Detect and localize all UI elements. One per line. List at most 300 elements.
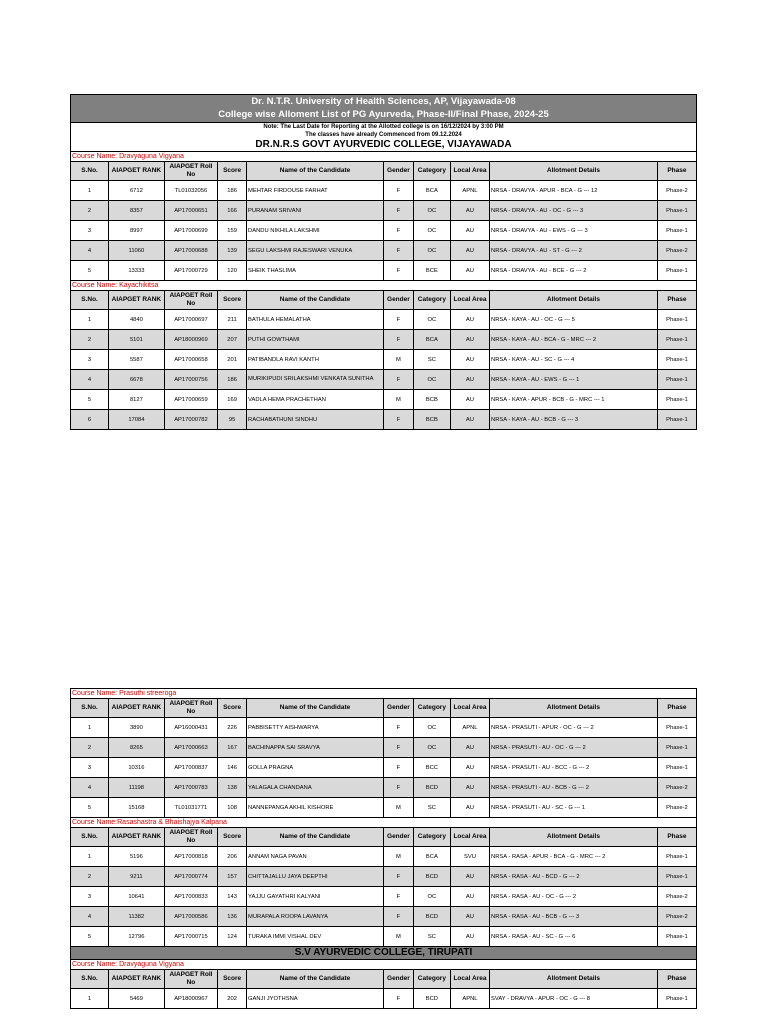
cell-phase: Phase-1 [657,221,696,241]
table-row [71,798,697,818]
cell-name: NANNEPANGA AKHIL KISHORE [247,798,384,818]
cell-score: 186 [218,181,247,201]
cell-gender: F [383,907,413,927]
column-header-name: Name of the Candidate [247,162,384,181]
cell-gender: F [383,370,413,390]
cell-name: YAJJU GAYATHRI KALYANI [247,887,384,907]
cell-sno: 1 [71,718,109,738]
cell-category: BCB [413,390,450,410]
cell-local-area: AU [450,261,489,281]
table-row [71,907,697,927]
cell-score: 211 [218,310,247,330]
cell-local-area: AU [450,867,489,887]
cell-allotment: NRSA - PRASUTI - AU - BCC - G --- 2 [490,758,658,778]
cell-rank: 8127 [109,390,165,410]
cell-score: 124 [218,927,247,947]
column-header-name: Name of the Candidate [247,699,384,718]
cell-name: PURANAM SRIVANI [247,201,384,221]
cell-name: SHEIK THASLIMA [247,261,384,281]
cell-phase: Phase-1 [657,410,696,430]
cell-rank: 5587 [109,350,165,370]
cell-allotment: NRSA - PRASUTI - APUR - OC - G --- 2 [490,718,658,738]
cell-sno: 1 [71,847,109,867]
cell-phase: Phase-1 [657,201,696,221]
column-header-rank: AIAPGET RANK [109,970,165,989]
cell-sno: 3 [71,350,109,370]
cell-local-area: APNL [450,989,489,1009]
cell-roll-no: AP17000715 [164,927,218,947]
cell-roll-no: AP17000586 [164,907,218,927]
cell-phase: Phase-1 [657,758,696,778]
cell-gender: F [383,310,413,330]
allotment-table-5 [70,969,697,1009]
cell-score: 139 [218,241,247,261]
column-header-gender: Gender [383,291,413,310]
cell-sno: 3 [71,221,109,241]
cell-gender: M [383,390,413,410]
cell-allotment: NRSA - RASA - AU - BCD - G --- 2 [490,867,658,887]
cell-score: 226 [218,718,247,738]
cell-gender: F [383,758,413,778]
cell-name: MURIKIPUDI SRILAKSHMI VENKATA SUNITHA [247,370,384,390]
column-header-category: Category [413,970,450,989]
cell-rank: 12796 [109,927,165,947]
table-row [71,370,697,390]
cell-rank: 6712 [109,181,165,201]
cell-rank: 11198 [109,778,165,798]
cell-rank: 11060 [109,241,165,261]
cell-allotment: NRSA - KAYA - AU - EWS - G --- 1 [490,370,658,390]
document-header [70,94,697,123]
cell-sno: 2 [71,867,109,887]
cell-allotment: NRSA - RASA - AU - OC - G --- 2 [490,887,658,907]
cell-phase: Phase-1 [657,867,696,887]
cell-rank: 5101 [109,330,165,350]
cell-sno: 1 [71,310,109,330]
cell-gender: M [383,350,413,370]
column-header-sno: S.No. [71,291,109,310]
cell-sno: 5 [71,798,109,818]
cell-roll-no: AP17000663 [164,738,218,758]
cell-category: BCA [413,181,450,201]
cell-sno: 1 [71,181,109,201]
cell-phase: Phase-2 [657,241,696,261]
cell-gender: F [383,221,413,241]
cell-category: BCC [413,758,450,778]
cell-roll-no: AP18000967 [164,989,218,1009]
cell-category: BCD [413,907,450,927]
cell-category: BCA [413,330,450,350]
table-row [71,867,697,887]
column-header-sno: S.No. [71,828,109,847]
column-header-score: Score [218,699,247,718]
cell-name: GOLLA PRAGNA [247,758,384,778]
cell-roll-no: AP17000697 [164,310,218,330]
table-header-row [71,291,697,310]
column-header-allotment: Allotment Details [490,970,658,989]
table-row [71,989,697,1009]
cell-rank: 3890 [109,718,165,738]
cell-roll-no: AP17000729 [164,261,218,281]
cell-allotment: NRSA - KAYA - AU - BCB - G --- 3 [490,410,658,430]
cell-allotment: NRSA - RASA - AU - SC - G --- 6 [490,927,658,947]
cell-allotment: NRSA - KAYA - AU - SC - G --- 4 [490,350,658,370]
cell-rank: 4840 [109,310,165,330]
cell-local-area: AU [450,410,489,430]
cell-gender: F [383,989,413,1009]
column-header-local-area: Local Area [450,162,489,181]
cell-category: OC [413,201,450,221]
page-2-block [70,688,697,1009]
column-header-category: Category [413,162,450,181]
column-header-allotment: Allotment Details [490,162,658,181]
table-header-row [71,699,697,718]
cell-local-area: AU [450,798,489,818]
cell-gender: F [383,738,413,758]
cell-gender: F [383,330,413,350]
table-row [71,201,697,221]
cell-gender: M [383,798,413,818]
cell-category: OC [413,241,450,261]
cell-phase: Phase-2 [657,887,696,907]
cell-local-area: APNL [450,181,489,201]
cell-allotment: NRSA - DRAVYA - AU - ST - G --- 2 [490,241,658,261]
cell-local-area: AU [450,738,489,758]
cell-score: 207 [218,330,247,350]
table-row [71,330,697,350]
note-line-2: The classes have already Commenced from 09.12.2024 [305,131,462,138]
cell-sno: 4 [71,778,109,798]
table-row [71,261,697,281]
cell-score: 186 [218,370,247,390]
cell-category: OC [413,738,450,758]
cell-category: OC [413,887,450,907]
column-header-roll-no: AIAPGET Roll No [164,828,218,847]
cell-rank: 10641 [109,887,165,907]
cell-rank: 6678 [109,370,165,390]
course-name-5: Course Name: Dravyaguna Vigyana [70,960,697,969]
cell-name: PABBISETTY AISHWARYA [247,718,384,738]
cell-name: MEHTAR FIRDOUSE FARHAT [247,181,384,201]
column-header-allotment: Allotment Details [490,699,658,718]
table-row [71,350,697,370]
cell-gender: F [383,778,413,798]
table-row [71,778,697,798]
column-header-allotment: Allotment Details [490,291,658,310]
cell-roll-no: TL01032056 [164,181,218,201]
course-name-4: Course Name:Rasashastra & Bhaishajya Kalpana [70,818,697,827]
column-header-phase: Phase [657,291,696,310]
cell-category: BCD [413,778,450,798]
cell-roll-no: AP17000782 [164,410,218,430]
cell-phase: Phase-1 [657,261,696,281]
cell-category: BCD [413,989,450,1009]
column-header-roll-no: AIAPGET Roll No [164,291,218,310]
cell-category: BCA [413,847,450,867]
cell-roll-no: AP17000818 [164,847,218,867]
column-header-score: Score [218,162,247,181]
cell-category: BCE [413,261,450,281]
column-header-category: Category [413,699,450,718]
column-header-local-area: Local Area [450,828,489,847]
cell-phase: Phase-1 [657,738,696,758]
cell-phase: Phase-2 [657,907,696,927]
column-header-gender: Gender [383,699,413,718]
table-row [71,927,697,947]
table-row [71,410,697,430]
cell-local-area: AU [450,241,489,261]
allotment-table-4 [70,827,697,947]
allotment-table-3 [70,698,697,818]
cell-roll-no: AP17000659 [164,390,218,410]
cell-rank: 8265 [109,738,165,758]
cell-gender: F [383,867,413,887]
cell-score: 206 [218,847,247,867]
list-title: College wise Alloment List of PG Ayurveda, Phase-II/Final Phase, 2024-25 [218,109,549,120]
cell-rank: 8997 [109,221,165,241]
cell-allotment: NRSA - KAYA - APUR - BCB - G - MRC --- 1 [490,390,658,410]
cell-sno: 5 [71,927,109,947]
cell-roll-no: AP17000833 [164,887,218,907]
cell-name: CHITTAJALLU JAYA DEEPTHI [247,867,384,887]
cell-allotment: NRSA - PRASUTI - AU - SC - G --- 1 [490,798,658,818]
cell-name: GANJI JYOTHSNA [247,989,384,1009]
cell-phase: Phase-1 [657,330,696,350]
column-header-name: Name of the Candidate [247,828,384,847]
cell-local-area: AU [450,390,489,410]
cell-local-area: AU [450,330,489,350]
cell-name: ANNAM NAGA PAVAN [247,847,384,867]
cell-roll-no: TL01031771 [164,798,218,818]
cell-score: 95 [218,410,247,430]
cell-allotment: NRSA - RASA - AU - BCB - G --- 3 [490,907,658,927]
column-header-name: Name of the Candidate [247,291,384,310]
table-row [71,241,697,261]
cell-roll-no: AP17000837 [164,758,218,778]
cell-local-area: AU [450,907,489,927]
cell-roll-no: AP17000699 [164,221,218,241]
cell-local-area: AU [450,201,489,221]
cell-name: MURAPALA ROOPA LAVANYA [247,907,384,927]
cell-name: RACHABATHUNI SINDHU [247,410,384,430]
cell-phase: Phase-2 [657,181,696,201]
table-row [71,718,697,738]
college-name-2: S.V AYURVEDIC COLLEGE, TIRUPATI [70,947,697,960]
column-header-roll-no: AIAPGET Roll No [164,970,218,989]
cell-phase: Phase-1 [657,370,696,390]
cell-gender: M [383,847,413,867]
cell-sno: 2 [71,201,109,221]
cell-local-area: AU [450,778,489,798]
cell-allotment: NRSA - DRAVYA - AU - EWS - G --- 3 [490,221,658,241]
table-row [71,181,697,201]
column-header-local-area: Local Area [450,699,489,718]
cell-gender: F [383,410,413,430]
cell-allotment: SVAY - DRAVYA - APUR - OC - G --- 8 [490,989,658,1009]
cell-rank: 13333 [109,261,165,281]
cell-category: BCB [413,410,450,430]
cell-score: 138 [218,778,247,798]
cell-sno: 5 [71,390,109,410]
table-row [71,390,697,410]
cell-roll-no: AP17000658 [164,350,218,370]
cell-sno: 4 [71,241,109,261]
cell-phase: Phase-2 [657,778,696,798]
cell-phase: Phase-1 [657,718,696,738]
cell-roll-no: AP17000688 [164,241,218,261]
cell-category: OC [413,221,450,241]
column-header-name: Name of the Candidate [247,970,384,989]
cell-phase: Phase-2 [657,798,696,818]
cell-phase: Phase-1 [657,847,696,867]
cell-roll-no: AP17000783 [164,778,218,798]
cell-gender: F [383,887,413,907]
cell-score: 146 [218,758,247,778]
cell-category: SC [413,350,450,370]
column-header-gender: Gender [383,970,413,989]
cell-sno: 4 [71,370,109,390]
cell-score: 136 [218,907,247,927]
column-header-phase: Phase [657,970,696,989]
column-header-roll-no: AIAPGET Roll No [164,699,218,718]
page-1-block [70,94,697,430]
cell-category: OC [413,310,450,330]
table-header-row [71,970,697,989]
column-header-gender: Gender [383,828,413,847]
cell-local-area: AU [450,350,489,370]
cell-roll-no: AP17000756 [164,370,218,390]
cell-roll-no: AP17000774 [164,867,218,887]
cell-name: TURAKA IMMI VISHAL DEV [247,927,384,947]
table-row [71,887,697,907]
cell-local-area: AU [450,758,489,778]
column-header-phase: Phase [657,162,696,181]
cell-sno: 5 [71,261,109,281]
cell-rank: 17084 [109,410,165,430]
column-header-category: Category [413,828,450,847]
cell-score: 202 [218,989,247,1009]
column-header-gender: Gender [383,162,413,181]
course-name-3: Course Name: Prasuthi streeroga [70,688,697,698]
cell-gender: F [383,718,413,738]
cell-allotment: NRSA - KAYA - AU - BCA - G - MRC --- 2 [490,330,658,350]
column-header-score: Score [218,291,247,310]
column-header-category: Category [413,291,450,310]
cell-roll-no: AP16000431 [164,718,218,738]
note-line-1: Note: The Last Date for Reporting at the Allotted college is on 16/12/2024 by 3:00 PM [263,124,504,130]
allotment-table-2 [70,290,697,430]
cell-score: 166 [218,201,247,221]
cell-roll-no: AP18000969 [164,330,218,350]
cell-category: BCD [413,867,450,887]
table-row [71,758,697,778]
cell-sno: 6 [71,410,109,430]
cell-rank: 10316 [109,758,165,778]
cell-rank: 5196 [109,847,165,867]
column-header-rank: AIAPGET RANK [109,828,165,847]
cell-name: DANDU NIKHILA LAKSHMI [247,221,384,241]
cell-allotment: NRSA - KAYA - AU - OC - G --- 5 [490,310,658,330]
column-header-rank: AIAPGET RANK [109,162,165,181]
column-header-sno: S.No. [71,970,109,989]
cell-local-area: AU [450,927,489,947]
table-row [71,738,697,758]
cell-rank: 9211 [109,867,165,887]
course-name-1: Course Name: Dravyaguna Vigyana [70,152,697,161]
cell-allotment: NRSA - DRAVYA - APUR - BCA - G --- 12 [490,181,658,201]
cell-score: 143 [218,887,247,907]
cell-local-area: SVU [450,847,489,867]
cell-score: 167 [218,738,247,758]
column-header-phase: Phase [657,828,696,847]
cell-gender: F [383,201,413,221]
cell-name: VADLA HEMA PRACHETHAN [247,390,384,410]
cell-rank: 5469 [109,989,165,1009]
table-row [71,847,697,867]
cell-score: 169 [218,390,247,410]
cell-sno: 3 [71,887,109,907]
cell-local-area: AU [450,310,489,330]
table-header-row [71,828,697,847]
college-name-1: DR.N.R.S GOVT AYURVEDIC COLLEGE, VIJAYAWADA [70,139,697,152]
cell-score: 157 [218,867,247,887]
cell-allotment: NRSA - PRASUTI - AU - OC - G --- 2 [490,738,658,758]
table-row [71,221,697,241]
cell-rank: 11382 [109,907,165,927]
cell-name: BATHULA HEMALATHA [247,310,384,330]
cell-allotment: NRSA - PRASUTI - AU - BCB - G --- 2 [490,778,658,798]
cell-rank: 15168 [109,798,165,818]
column-header-local-area: Local Area [450,970,489,989]
column-header-phase: Phase [657,699,696,718]
cell-phase: Phase-1 [657,390,696,410]
university-title: Dr. N.T.R. University of Health Sciences, AP, Vijayawada-08 [251,96,516,107]
cell-roll-no: AP17000651 [164,201,218,221]
cell-phase: Phase-1 [657,927,696,947]
allotment-table-1 [70,161,697,281]
cell-local-area: AU [450,887,489,907]
column-header-sno: S.No. [71,162,109,181]
cell-local-area: APNL [450,718,489,738]
cell-local-area: AU [450,370,489,390]
cell-gender: F [383,261,413,281]
column-header-score: Score [218,828,247,847]
cell-local-area: AU [450,221,489,241]
cell-name: BACHINAPPA SAI SRAVYA [247,738,384,758]
column-header-score: Score [218,970,247,989]
cell-sno: 1 [71,989,109,1009]
table-row [71,310,697,330]
cell-category: SC [413,798,450,818]
cell-allotment: NRSA - DRAVYA - AU - OC - G --- 3 [490,201,658,221]
cell-name: SEGU LAKSHMI RAJESWARI VENUKA [247,241,384,261]
cell-allotment: NRSA - DRAVYA - AU - BCE - G --- 2 [490,261,658,281]
column-header-local-area: Local Area [450,291,489,310]
cell-sno: 2 [71,330,109,350]
cell-score: 120 [218,261,247,281]
cell-name: PUTHI GOWTHAMI [247,330,384,350]
table-header-row [71,162,697,181]
cell-phase: Phase-1 [657,989,696,1009]
column-header-allotment: Allotment Details [490,828,658,847]
cell-sno: 2 [71,738,109,758]
cell-score: 201 [218,350,247,370]
cell-name: YALAGALA CHANDANA [247,778,384,798]
cell-gender: F [383,181,413,201]
cell-category: OC [413,370,450,390]
cell-gender: M [383,927,413,947]
column-header-sno: S.No. [71,699,109,718]
